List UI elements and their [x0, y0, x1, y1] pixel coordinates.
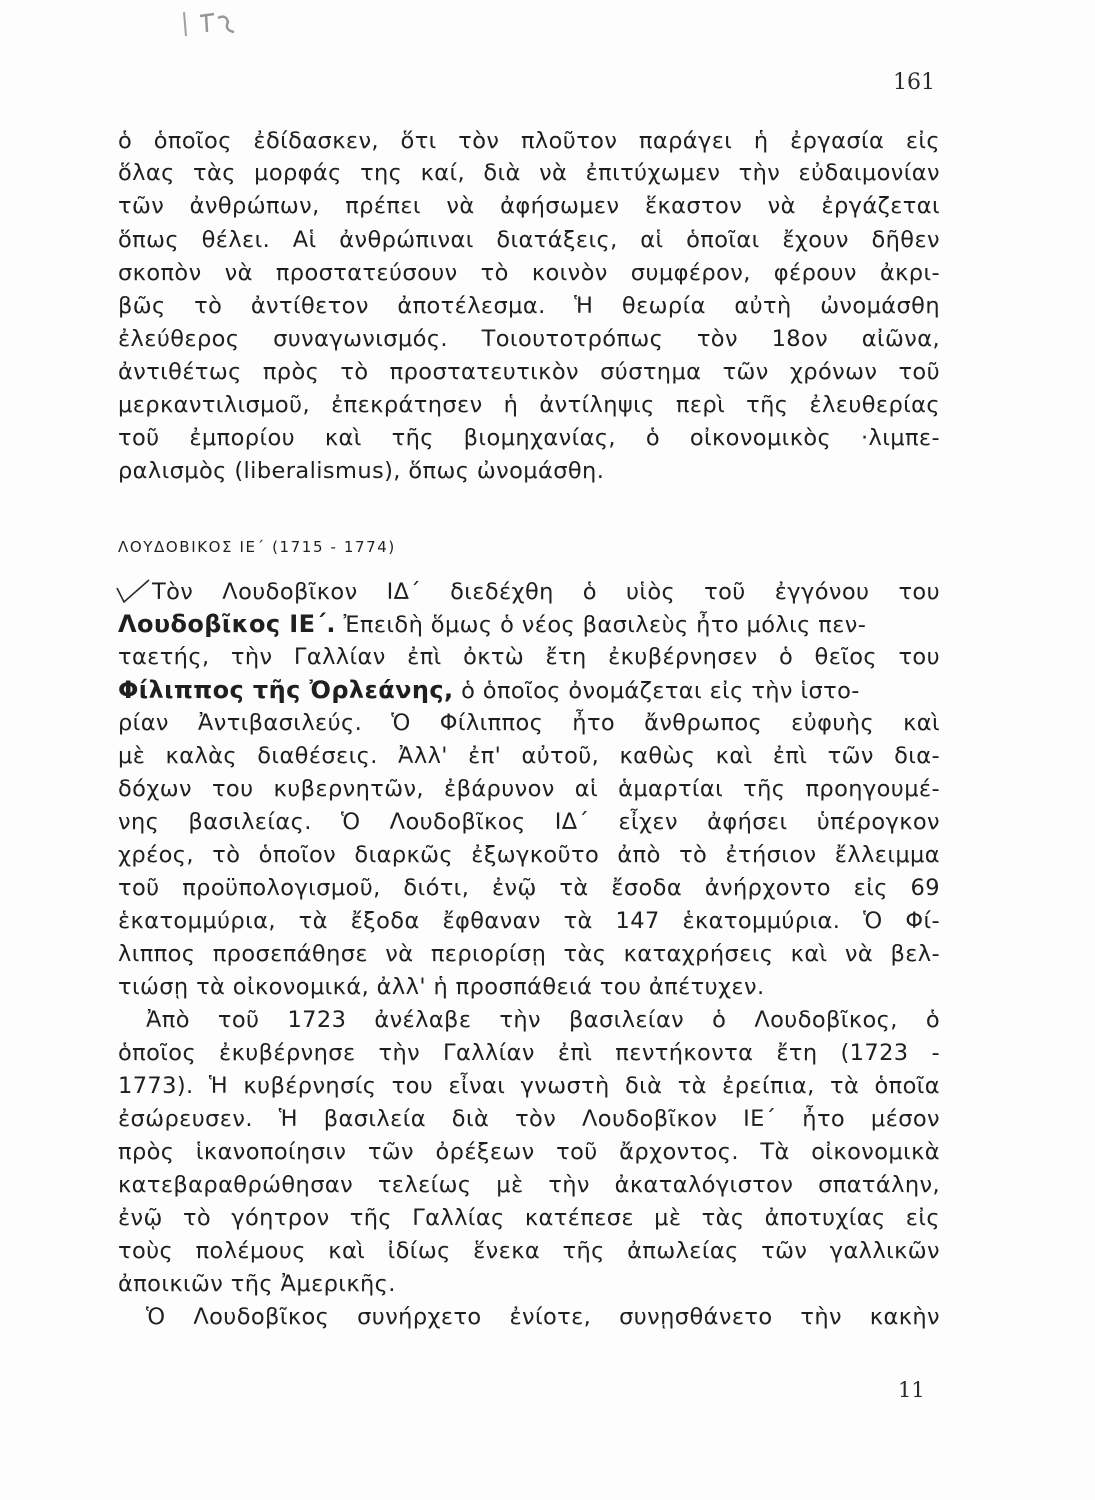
text-line: ρίαν Ἀντιβασιλεύς. Ὁ Φίλιππος ἦτο ἄνθρωπος εὐφυὴς καὶ [118, 710, 940, 736]
text-line: ἐνῷ τὸ γόητρον τῆς Γαλλίας κατέπεσε μὲ τὰς ἀποτυχίας εἰς [118, 1205, 940, 1231]
bold-name-philippe-orleans: Φίλιππος τῆς Ὀρλεάνης, [118, 676, 454, 704]
text-line: ἑκατομμύρια, τὰ ἔξοδα ἔφθαναν τὰ 147 ἑκατομμύρια. Ὁ Φί- [118, 908, 940, 934]
text-line: Ἀπὸ τοῦ 1723 ἀνέλαβε τὴν βασιλείαν ὁ Λουδοβῖκος, ὁ [146, 1007, 940, 1033]
text-line: τοῦ προϋπολογισμοῦ, διότι, ἐνῷ τὰ ἔσοδα ἀνήρχοντο εἰς 69 [118, 875, 940, 901]
text-line: νης βασιλείας. Ὁ Λουδοβῖκος ΙΔ΄ εἶχεν ἀφήσει ὑπέρογκον [118, 809, 940, 835]
text-line: ἀντιθέτως πρὸς τὸ προστατευτικὸν σύστημα τῶν χρόνων τοῦ [118, 359, 940, 385]
text-span: Ἐπειδὴ ὅμως ὁ νέος βασιλεὺς ἦτο μόλις πεν- [335, 612, 867, 638]
text-line-with-bold [118, 675, 940, 705]
text-line: λιππος προσεπάθησε νὰ περιορίσῃ τὰς καταχρήσεις καὶ νὰ βελ- [118, 941, 940, 967]
text-line: βῶς τὸ ἀντίθετον ἀποτέλεσμα. Ἡ θεωρία αὐτὴ ὠνομάσθη [118, 293, 940, 319]
text-line: τοὺς πολέμους καὶ ἰδίως ἕνεκα τῆς ἀπωλείας τῶν γαλλικῶν [118, 1238, 940, 1264]
text-line: τιώσῃ τὰ οἰκονομικά, ἀλλ' ἡ προσπάθειά του ἀπέτυχεν. [118, 974, 765, 1000]
text-line: τῶν ἀνθρώπων, πρέπει νὰ ἀφήσωμεν ἕκαστον νὰ ἐργάζεται [118, 193, 940, 219]
text-line: πρὸς ἱκανοποίησιν τῶν ὀρέξεων τοῦ ἄρχοντος. Τὰ οἰκονομικὰ [118, 1139, 940, 1165]
text-line: μερκαντιλισμοῦ, ἐπεκράτησεν ἡ ἀντίληψις περὶ τῆς ἐλευθερίας [118, 392, 940, 418]
text-line: μὲ καλὰς διαθέσεις. Ἀλλ' ἐπ' αὐτοῦ, καθὼς καὶ ἐπὶ τῶν δια- [118, 743, 940, 769]
text-span: ὁ ὁποῖος ὀνομάζεται εἰς τὴν ἱστο- [453, 678, 860, 704]
text-line: κατεβαραθρώθησαν τελείως μὲ τὴν ἀκαταλόγιστον σπατάλην, [118, 1172, 940, 1198]
text-line: ραλισμὸς (liberalismus), ὅπως ὠνομάσθη. [118, 458, 605, 484]
signature-number: 11 [898, 1378, 925, 1402]
text-line: ὅπως θέλει. Αἱ ἀνθρώπιναι διατάξεις, αἱ ὁποῖαι ἔχουν δῆθεν [118, 227, 940, 253]
text-line: ἐσώρευσεν. Ἡ βασιλεία διὰ τὸν Λουδοβῖκον ΙΕ΄ ἦτο μέσον [118, 1106, 940, 1132]
text-line: ταετής, τὴν Γαλλίαν ἐπὶ ὀκτὼ ἔτη ἐκυβέρνησεν ὁ θεῖος του [118, 644, 940, 670]
text-line: ὁποῖος ἐκυβέρνησε τὴν Γαλλίαν ἐπὶ πεντήκοντα ἔτη (1723 - [118, 1040, 940, 1066]
text-line: ὁ ὁποῖος ἐδίδασκεν, ὅτι τὸν πλοῦτον παράγει ἡ ἐργασία εἰς [118, 128, 940, 154]
text-line: σκοπὸν νὰ προστατεύσουν τὸ κοινὸν συμφέρον, φέρουν ἀκρι- [118, 260, 940, 286]
scan-artifact-mark [180, 6, 238, 40]
text-line-with-bold [118, 609, 940, 639]
text-line: ἐλεύθερος συναγωνισμός. Τοιουτοτρόπως τὸν 18ον αἰῶνα, [118, 326, 940, 352]
page-number: 161 [893, 70, 935, 95]
section-heading: ΛΟΥΔΟΒΙΚΟΣ ΙΕ΄ (1715 - 1774) [118, 538, 396, 556]
handwritten-check-mark [115, 574, 151, 610]
text-line: τοῦ ἐμπορίου καὶ τῆς βιομηχανίας, ὁ οἰκονομικὸς ·λιμπε- [118, 425, 940, 451]
text-line: δόχων του κυβερνητῶν, ἐβάρυνον αἱ ἁμαρτίαι τῆς προηγουμέ- [118, 776, 940, 802]
text-line: ἀποικιῶν τῆς Ἀμερικῆς. [118, 1271, 396, 1297]
bold-name-louis-xv: Λουδοβῖκος ΙΕ΄. [118, 610, 336, 638]
text-line: χρέος, τὸ ὁποῖον διαρκῶς ἐξωγκοῦτο ἀπὸ τὸ ἐτήσιον ἔλλειμμα [118, 842, 940, 868]
text-line: 1773). Ἡ κυβέρνησίς του εἶναι γνωστὴ διὰ τὰ ἐρείπια, τὰ ὁποῖα [118, 1073, 940, 1099]
text-line: ὅλας τὰς μορφάς της καί, διὰ νὰ ἐπιτύχωμεν τὴν εὐδαιμονίαν [118, 160, 940, 186]
text-line: Τὸν Λουδοβῖκον ΙΔ΄ διεδέχθη ὁ υἱὸς τοῦ ἐγγόνου του [152, 579, 940, 605]
text-line: Ὁ Λουδοβῖκος συνήρχετο ἐνίοτε, συνῃσθάνετο τὴν κακὴν [146, 1304, 940, 1330]
